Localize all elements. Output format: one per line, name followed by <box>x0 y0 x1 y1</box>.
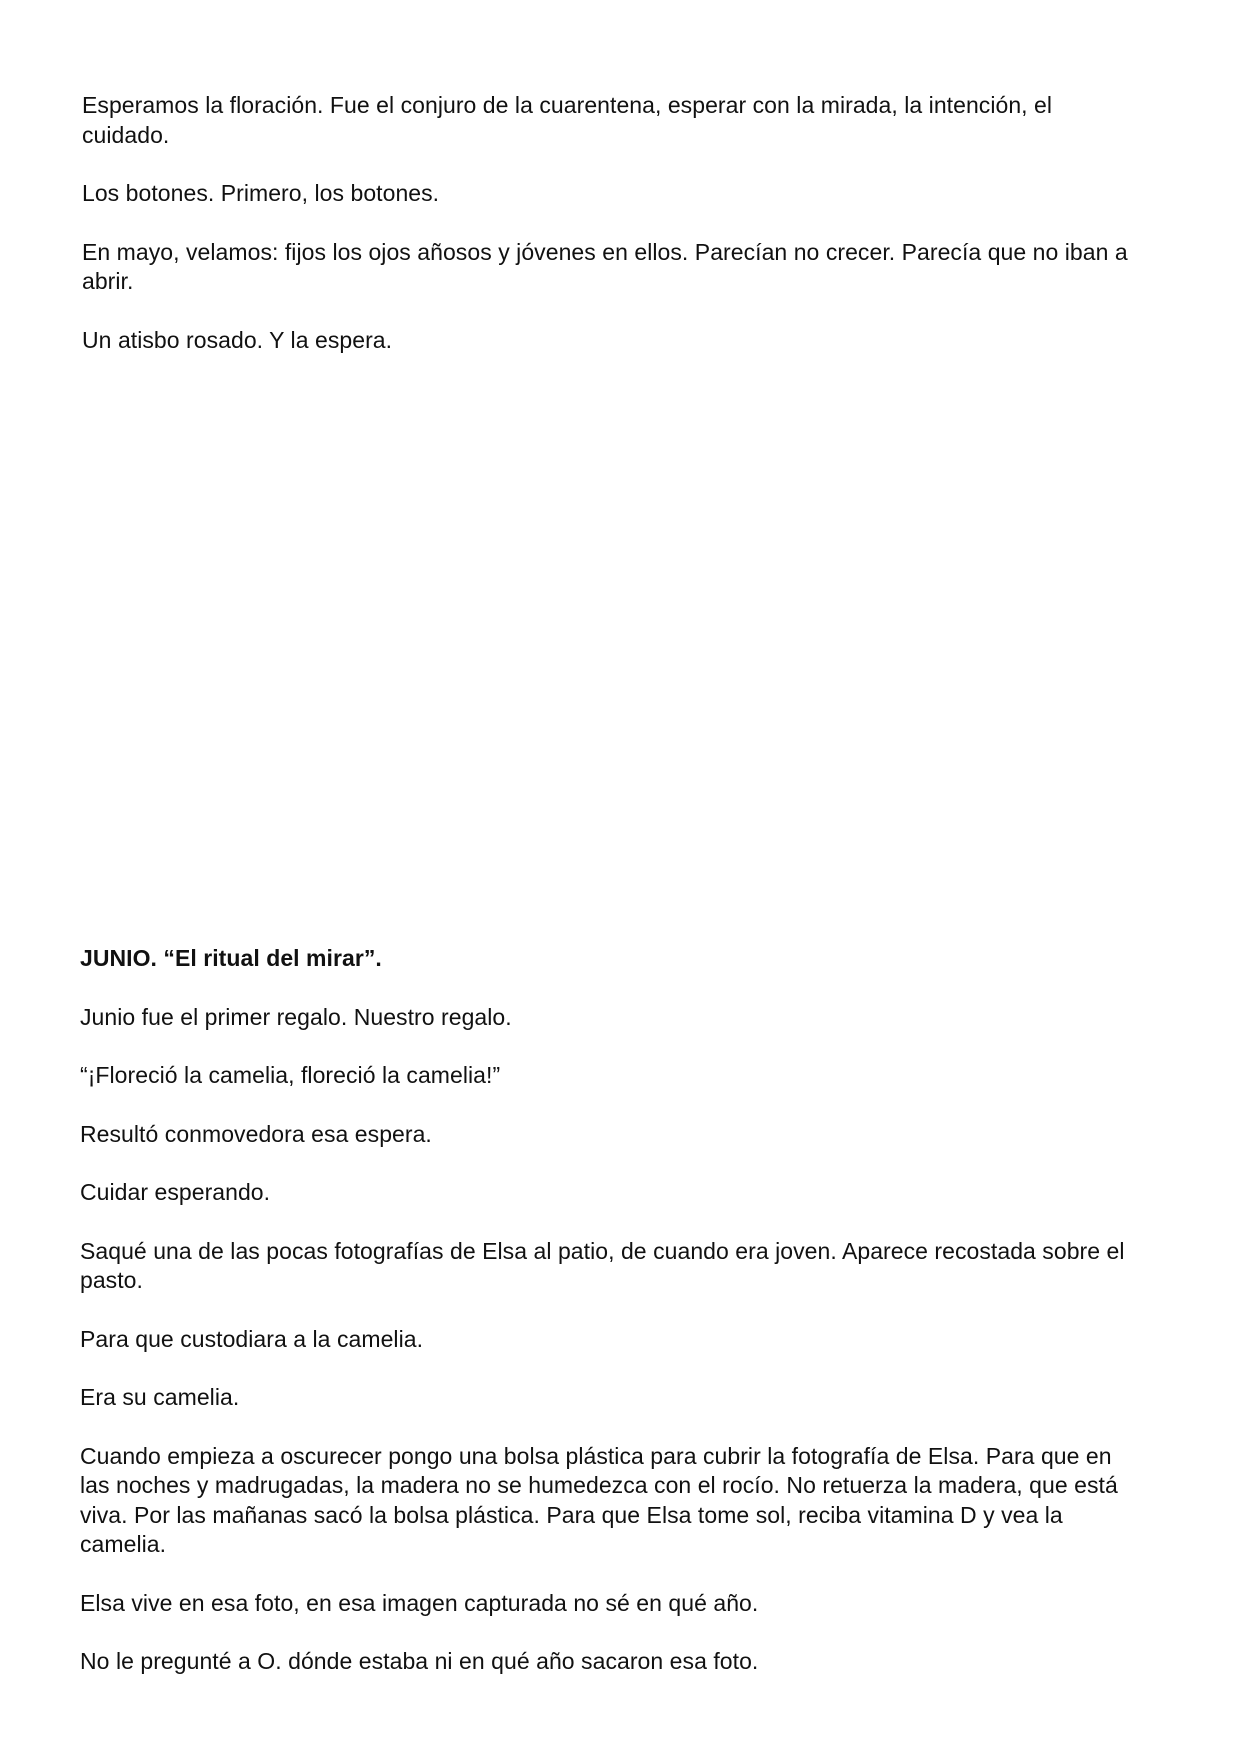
paragraph: Esperamos la floración. Fue el conjuro de la cuarentena, esperar con la mirada, la intención, el cuidado. <box>82 92 1053 148</box>
paragraph: Cuando empieza a oscurecer pongo una bolsa plástica para cubrir la fotografía de Elsa. Para que en las noches y madrugadas, la madera no se humedezca con el rocío. No retuerza la madera, que está viva. Por las mañanas sacó la bolsa plástica. Para que Elsa tome sol, reciba vitamina D y vea la camelia. <box>80 1442 1118 1557</box>
paragraph: Un atisbo rosado. Y la espera. <box>82 326 393 353</box>
paragraph: Era su camelia. <box>80 1384 240 1410</box>
paragraph: Junio fue el primer regalo. Nuestro regalo. <box>80 1003 512 1030</box>
section-junio <box>80 944 1140 1677</box>
paragraph: Elsa vive en esa foto, en esa imagen capturada no sé en qué año. <box>80 1589 759 1616</box>
section-heading: JUNIO. “El ritual del mirar”. <box>80 945 382 971</box>
paragraph: Para que custodiara a la camelia. <box>80 1325 424 1352</box>
paragraph: En mayo, velamos: fijos los ojos añosos y jóvenes en ellos. Parecían no crecer. Parecía que no iban a abrir. <box>82 238 1128 294</box>
paragraph: Cuidar esperando. <box>80 1179 271 1205</box>
paragraph: “¡Floreció la camelia, floreció la camelia!” <box>80 1062 501 1088</box>
paragraph: No le pregunté a O. dónde estaba ni en qué año sacaron esa foto. <box>80 1648 759 1674</box>
paragraph: Saqué una de las pocas fotografías de Elsa al patio, de cuando era joven. Aparece recostada sobre el pasto. <box>80 1237 1125 1293</box>
paragraph: Resultó conmovedora esa espera. <box>80 1120 432 1147</box>
section-top <box>82 91 1142 355</box>
paragraph: Los botones. Primero, los botones. <box>82 180 440 206</box>
